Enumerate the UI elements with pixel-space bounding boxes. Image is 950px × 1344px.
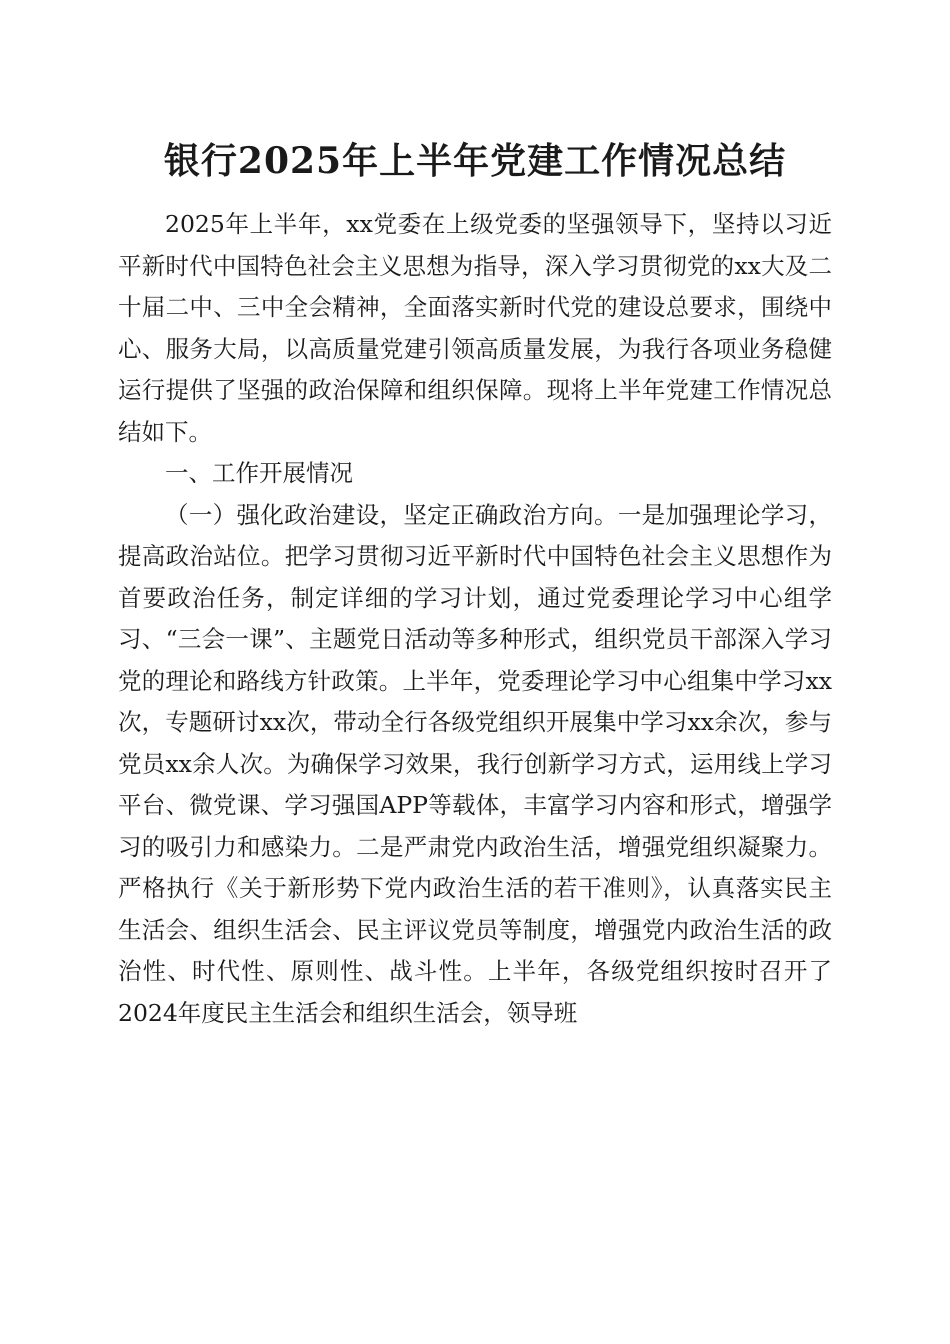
intro-paragraph: 2025年上半年，xx党委在上级党委的坚强领导下，坚持以习近平新时代中国特色社会主义思想为指导，深入学习贯彻党的xx大及二十届二中、三中全会精神，全面落实新时代党的建设总要求，围绕中心、服务大局，以高质量党建引领高质量发展，为我行各项业务稳健运行提供了坚强的政治保障和组织保障。现将上半年党建工作情况总结如下。	[118, 210, 832, 446]
section-heading-work-progress: 一、工作开展情况	[165, 459, 353, 487]
document-title: 银行2025年上半年党建工作情况总结	[163, 140, 787, 182]
document-body	[118, 204, 832, 1034]
section-paragraph-political-building: （一）强化政治建设，坚定正确政治方向。一是加强理论学习，提高政治站位。把学习贯彻习近平新时代中国特色社会主义思想作为首要政治任务，制定详细的学习计划，通过党委理论学习中心组学习、“三会一课”、主题党日活动等多种形式，组织党员干部深入学习党的理论和路线方针政策。上半年，党委理论学习中心组集中学习xx次，专题研讨xx次，带动全行各级党组织开展集中学习xx余次，参与党员xx余人次。为确保学习效果，我行创新学习方式，运用线上学习平台、微党课、学习强国APP等载体，丰富学习内容和形式，增强学习的吸引力和感染力。二是严肃党内政治生活，增强党组织凝聚力。严格执行《关于新形势下党内政治生活的若干准则》，认真落实民主生活会、组织生活会、民主评议党员等制度，增强党内政治生活的政治性、时代性、原则性、战斗性。上半年，各级党组织按时召开了2024年度民主生活会和组织生活会，领导班	[118, 500, 832, 1027]
